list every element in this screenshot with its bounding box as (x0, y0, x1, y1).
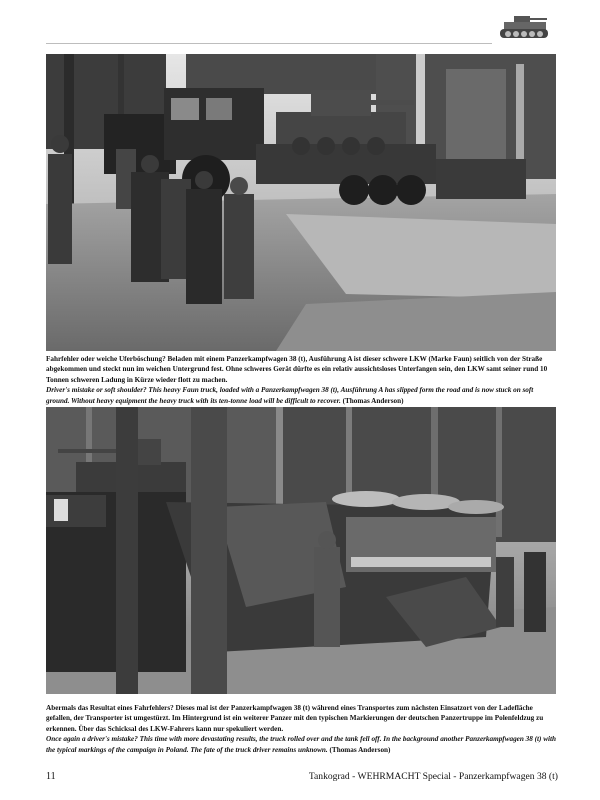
running-title: Tankograd - WEHRMACHT Special - Panzerkampfwagen 38 (t) (308, 771, 558, 782)
caption-german: Abermals das Resultat eines Fahrfehlers? Dieses mal ist der Panzerkampfwagen 38 (t) während eines Transportes zum nächsten Einsatzort von der Ladefläche gefallen, der Transporter ist umgestürzt. Im Hintergrund ist ein weiterer Panzer mit den typischen Markierungen der deutschen Panzertruppe im Polenfeldzug zu erkennen. Über das Schicksal des LKW-Fahrers kann nur spekuliert werden. (46, 704, 544, 733)
photo-credit: (Thomas Anderson) (342, 396, 404, 405)
caption-english: Driver's mistake or soft shoulder? This heavy Faun truck, loaded with a Panzerkampfwagen 38 (t), Ausführung A has slipped form the road and is now stuck on soft ground. Without heavy equipment the heavy truck with its ten-tonne load will be difficult to recover. (46, 386, 534, 405)
caption-english: Once again a driver's mistake? This time with more devastating results, the truck rolled over and the tank fell off. In the background another Panzerkampfwagen 38 (t) with the typical markings of the campaign in Poland. The fate of the truck driver remains unknown. (46, 735, 557, 754)
tank-silhouette-icon (496, 10, 554, 44)
photo-credit: (Thomas Anderson) (329, 745, 391, 754)
photo-overturned-truck (46, 407, 556, 694)
caption-photo-2 (46, 703, 558, 755)
page-number: 11 (46, 771, 56, 782)
caption-photo-1 (46, 354, 558, 406)
photo-truck-stuck (46, 54, 556, 351)
caption-german: Fahrfehler oder weiche Uferböschung? Beladen mit einem Panzerkampfwagen 38 (t), Ausführung A ist dieser schwere LKW (Marke Faun) seitlich von der Straße abgekommen und steckt nun im weichen Untergrund fest. Ohne schweres Gerät dürfte es ein relativ aussichtsloses Unterfangen sein, den LKW samt seiner rund 10 Tonnen schweren Ladung in Kürze wieder flott zu machen. (46, 355, 548, 384)
header-rule (46, 43, 492, 44)
